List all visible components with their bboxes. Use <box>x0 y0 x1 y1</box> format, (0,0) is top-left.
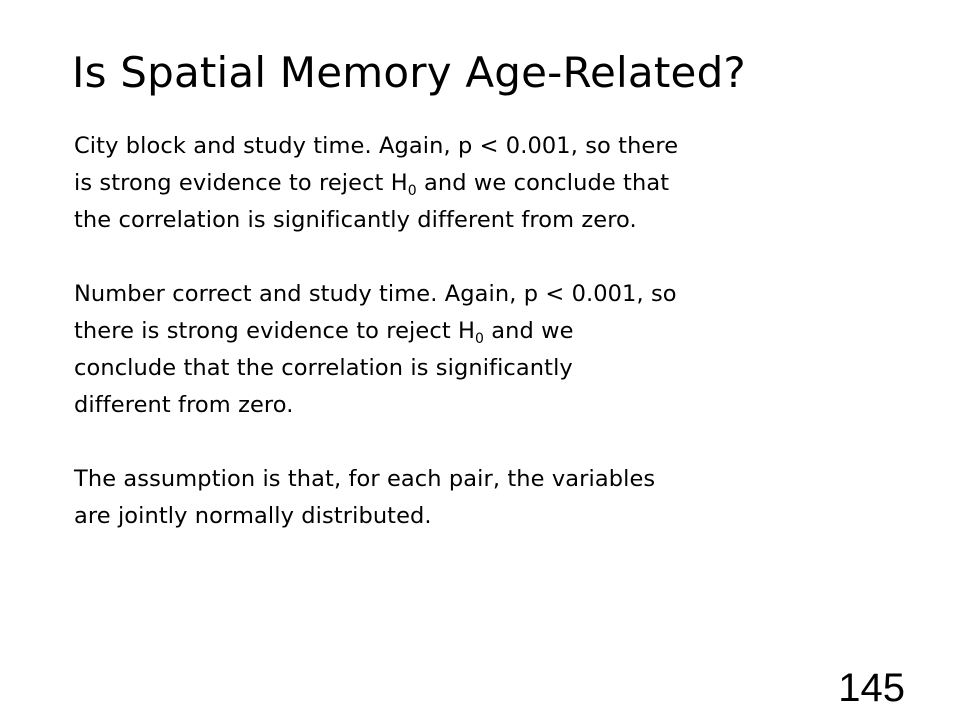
body-line: conclude that the correlation is significantly <box>74 355 573 381</box>
h0-subscript: 0 <box>475 331 485 347</box>
body-text-segment: and we <box>484 318 574 344</box>
paragraph-assumption <box>74 461 894 535</box>
slide-page-number: 145 <box>838 666 905 710</box>
body-line <box>74 313 894 350</box>
body-line: Number correct and study time. Again, p < 0.001, so <box>74 281 677 307</box>
body-text-segment: is strong evidence to reject H <box>74 170 408 196</box>
body-line: different from zero. <box>74 392 294 418</box>
slide-body <box>74 128 894 535</box>
body-line: City block and study time. Again, p < 0.001, so there <box>74 133 679 159</box>
body-line <box>74 165 894 202</box>
body-text-segment: there is strong evidence to reject H <box>74 318 476 344</box>
body-text-segment: and we conclude that <box>416 170 670 196</box>
body-line: are jointly normally distributed. <box>74 503 432 529</box>
paragraph-city-block <box>74 128 894 239</box>
body-line: the correlation is significantly different from zero. <box>74 207 637 233</box>
slide-title: Is Spatial Memory Age-Related? <box>72 48 746 97</box>
h0-subscript: 0 <box>407 183 417 199</box>
paragraph-number-correct <box>74 276 894 424</box>
body-line: The assumption is that, for each pair, the variables <box>74 466 656 492</box>
